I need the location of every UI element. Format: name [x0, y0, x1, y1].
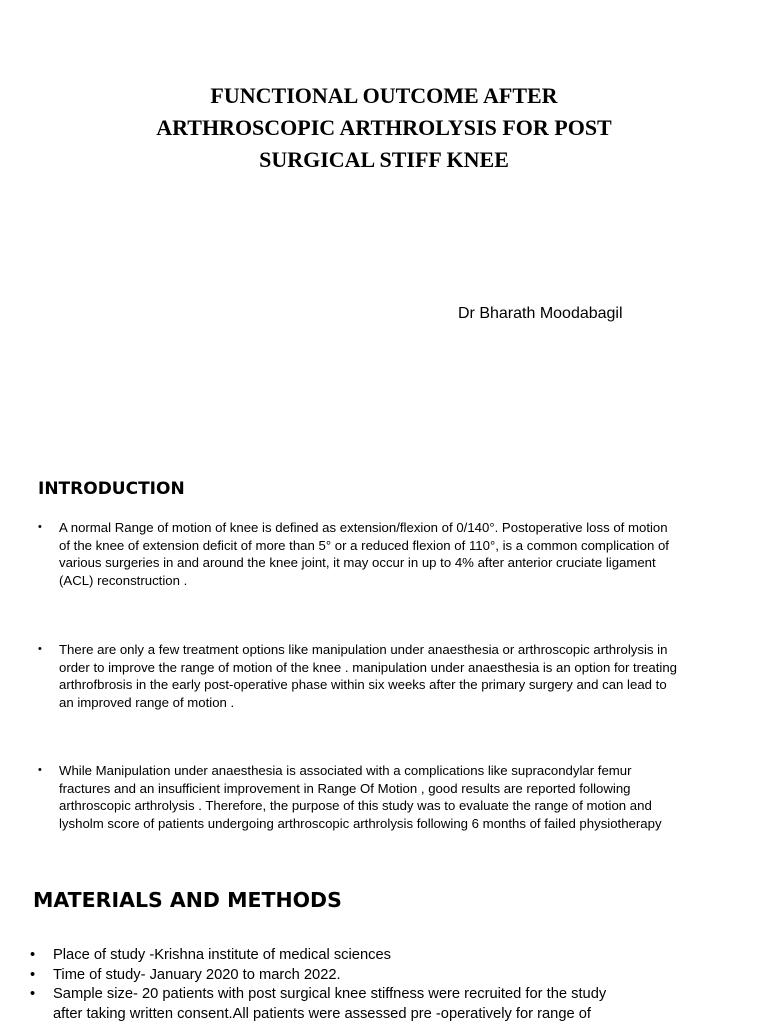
- bullet: •: [38, 643, 42, 655]
- title-line: SURGICAL STIFF KNEE: [259, 147, 509, 172]
- list-item-text: Time of study- January 2020 to march 2022.: [53, 966, 341, 983]
- intro-paragraph: [38, 519, 758, 589]
- title-line: ARTHROSCOPIC ARTHROLYSIS FOR POST: [156, 115, 612, 140]
- list-item-text: Sample size- 20 patients with post surgical knee stiffness were recruited for the study: [53, 986, 607, 1003]
- paragraph-line: A normal Range of motion of knee is defined as extension/flexion of 0/140°. Postoperative loss of motion: [59, 520, 668, 535]
- author-name: Dr Bharath Moodabagil: [458, 305, 623, 322]
- document-title: [84, 80, 684, 176]
- intro-paragraph: [38, 762, 758, 832]
- paragraph-line: While Manipulation under anaesthesia is associated with a complications like supracondylar femur: [59, 763, 632, 778]
- paragraph-line: an improved range of motion .: [59, 694, 235, 710]
- bullet: •: [38, 521, 42, 533]
- bullet: •: [30, 986, 36, 1003]
- paragraph-line: fractures and an insufficient improvement in Range Of Motion , good results are reported following: [59, 780, 631, 796]
- bullet: •: [30, 966, 36, 983]
- paragraph-line: (ACL) reconstruction .: [59, 572, 188, 588]
- bullet: •: [30, 947, 36, 963]
- list-item: [30, 985, 760, 1024]
- paragraph-line: order to improve the range of motion of the knee . manipulation under anaesthesia is an option for treating: [59, 659, 677, 675]
- paragraph-line: lysholm score of patients undergoing arthroscopic arthrolysis following 6 months of failed physiotherapy: [59, 815, 662, 831]
- list-item: [30, 966, 760, 986]
- paragraph-line: of the knee of extension deficit of more than 5° or a reduced flexion of 110°, is a common complication of: [59, 537, 669, 553]
- materials-list: [30, 946, 760, 1024]
- materials-heading: MATERIALS AND METHODS: [33, 888, 342, 912]
- paragraph-line: various surgeries in and around the knee joint, it may occur in up to 4% after anterior cruciate ligament: [59, 555, 656, 571]
- list-item-text: Place of study -Krishna institute of medical sciences: [53, 947, 391, 963]
- title-line: FUNCTIONAL OUTCOME AFTER: [210, 83, 558, 108]
- paragraph-line: arthrofbrosis in the early post-operative phase within six weeks after the primary surgery and can lead to: [59, 677, 667, 693]
- paragraph-line: arthroscopic arthrolysis . Therefore, the purpose of this study was to evaluate the range of motion and: [59, 798, 652, 814]
- bullet: •: [38, 764, 42, 776]
- introduction-heading: INTRODUCTION: [38, 479, 185, 499]
- paragraph-line: There are only a few treatment options like manipulation under anaesthesia or arthroscopic arthrolysis in: [59, 642, 668, 657]
- list-item: [30, 946, 760, 966]
- list-item-text: after taking written consent.All patients were assessed pre -operatively for range of: [53, 1005, 592, 1022]
- intro-paragraph: [38, 641, 758, 711]
